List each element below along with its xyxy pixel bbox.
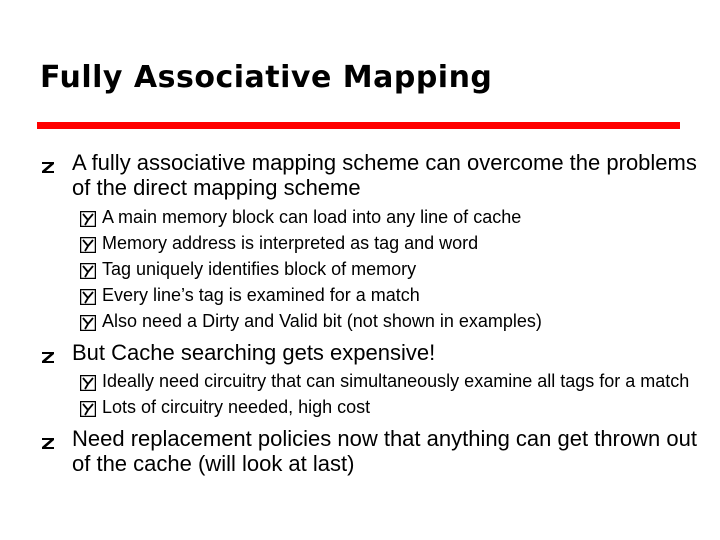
y-bullet-icon: [80, 375, 96, 391]
sub-bullet-item: [40, 371, 700, 392]
sub-bullet-item: [40, 396, 700, 418]
sub-bullet-item: [40, 206, 700, 228]
y-bullet-icon: [80, 288, 96, 304]
bullet-list: [40, 150, 700, 476]
sub-bullet-text: Lots of circuitry needed, high cost: [102, 397, 371, 417]
bullet-text: A fully associative mapping scheme can overcome the problems of the direct mapping scheme: [72, 150, 697, 200]
y-bullet-icon: [80, 314, 96, 330]
bullet-item: [40, 150, 700, 200]
y-bullet-icon: [80, 236, 96, 252]
sub-bullet-text: Ideally need circuitry that can simultaneously examine all tags for a match: [102, 371, 690, 391]
y-bullet-icon: [80, 262, 96, 278]
sub-bullet-text: Tag uniquely identifies block of memory: [102, 259, 417, 279]
sub-bullet-item: [40, 258, 700, 280]
sub-bullet-item: [40, 284, 700, 306]
sub-bullet-item: [40, 232, 700, 254]
sub-bullet-text: Every line’s tag is examined for a match: [102, 285, 420, 305]
y-bullet-icon: [80, 210, 96, 226]
z-bullet-icon: [40, 155, 56, 171]
sub-bullet-text: A main memory block can load into any line of cache: [102, 207, 522, 227]
sub-bullet-text: Also need a Dirty and Valid bit (not shown in examples): [102, 311, 542, 331]
z-bullet-icon: [40, 431, 56, 447]
bullet-item: [40, 426, 700, 476]
title-underline-rule: [37, 122, 680, 129]
slide-title: Fully Associative Mapping: [40, 60, 493, 95]
sub-bullet-text: Memory address is interpreted as tag and word: [102, 233, 479, 253]
z-bullet-icon: [40, 345, 56, 361]
y-bullet-icon: [80, 400, 96, 416]
bullet-text: But Cache searching gets expensive!: [72, 340, 436, 365]
bullet-item: [40, 340, 700, 365]
bullet-text: Need replacement policies now that anything can get thrown out of the cache (will look at last): [72, 426, 697, 476]
sub-bullet-item: [40, 310, 700, 332]
